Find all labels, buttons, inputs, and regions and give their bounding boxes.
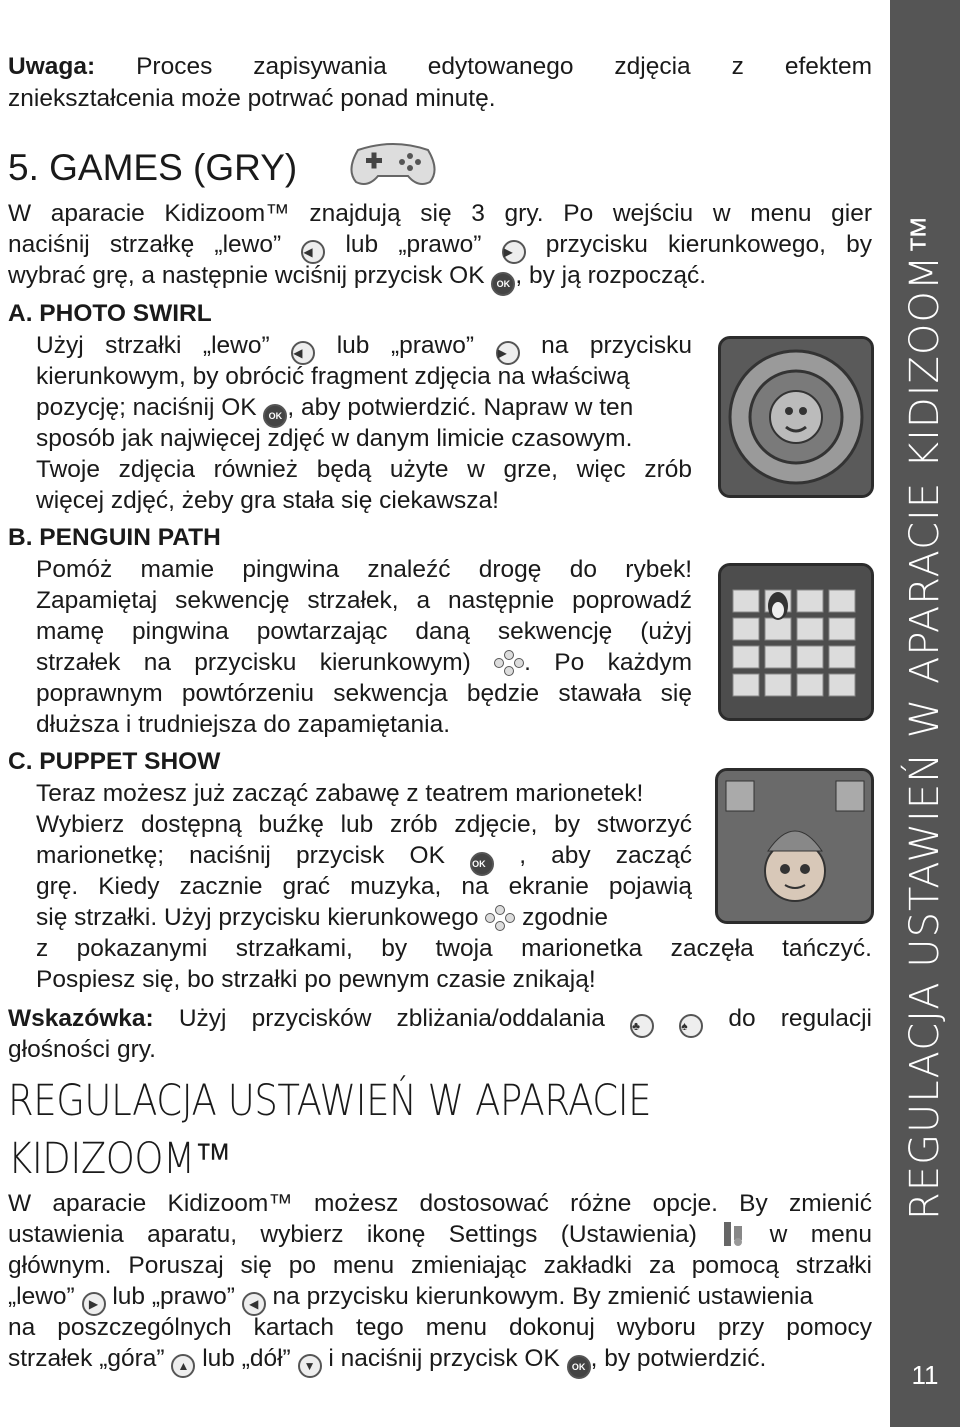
tip-line-1: Wskazówka: Użyj przycisków zbliżania/oddalania ♣ ♠ do regulacji <box>8 1003 872 1038</box>
penguin-path-line-6: dłuższa i trudniejsza do zapamiętania. <box>36 711 451 738</box>
note-line-2: zniekształcenia może potrwać ponad minutę. <box>8 85 496 112</box>
settings-line-4: „lewo” ▶ lub „prawo” ◀ na przycisku kierunkowym. By zmienić ustawienia <box>8 1281 813 1316</box>
zoom-in-icon: ♣ <box>630 1014 654 1038</box>
ok-button-icon: OK <box>491 272 515 296</box>
photo-swirl-line-6: więcej zdjęć, żeby gra stała się ciekawsza! <box>36 487 499 514</box>
settings-heading-line-2: KIDIZOOM™ <box>8 1134 232 1184</box>
gamepad-icon <box>348 140 438 188</box>
puppet-show-line-5: się strzałki. Użyj przycisku kierunkowego zgodnie <box>36 904 608 931</box>
note-label: Uwaga: <box>8 53 96 80</box>
puppet-show-line-4: grę. Kiedy zacznie grać muzyka, na ekranie pojawią <box>36 873 692 900</box>
sidebar-title: REGULACJA USTAWIEŃ W APARACIE KIDIZOOM™ <box>902 213 948 1220</box>
settings-line-3: głównym. Poruszaj się po menu zmieniając zakładki za pomocą strzałki <box>8 1252 872 1279</box>
right-arrow-icon: ▶ <box>82 1292 106 1316</box>
left-arrow-icon: ◀ <box>301 240 325 264</box>
puppet-show-line-2: Wybierz dostępną buźkę lub zrób zdjęcie, by stworzyć <box>36 811 692 838</box>
puppet-show-line-6: z pokazanymi strzałkami, by twoja marionetka zaczęła tańczyć. <box>36 935 872 962</box>
zoom-out-icon: ♠ <box>679 1014 703 1038</box>
right-arrow-icon: ▶ <box>502 240 526 264</box>
settings-line-1: W aparacie Kidizoom™ możesz dostosować różne opcje. By zmienić <box>8 1190 872 1217</box>
settings-heading-line-1: REGULACJA USTAWIEŃ W APARACIE <box>8 1076 652 1126</box>
left-arrow-icon: ◀ <box>242 1292 266 1316</box>
penguin-path-screenshot <box>718 563 874 721</box>
right-arrow-icon: ▶ <box>496 341 520 365</box>
settings-line-5: na poszczególnych kartach tego menu dokonuj wyboru przy pomocy <box>8 1314 872 1341</box>
left-arrow-icon: ◀ <box>291 341 315 365</box>
photo-swirl-line-5: Twoje zdjęcia również będą użyte w grze, więc zrób <box>36 456 692 483</box>
penguin-path-line-5: poprawnym powtórzeniu sekwencja będzie stawała się <box>36 680 692 707</box>
settings-line-6: strzałek „góra” ▲ lub „dół” ▼ i naciśnij przycisk OK OK , by potwierdzić. <box>8 1343 766 1379</box>
photo-swirl-screenshot <box>718 336 874 498</box>
note-text-1: Proces zapisywania edytowanego zdjęcia z efektem <box>136 53 872 80</box>
up-arrow-icon: ▲ <box>171 1354 195 1378</box>
tip-label: Wskazówka: <box>8 1005 154 1032</box>
photo-swirl-line-3: pozycję; naciśnij OK OK , aby potwierdzić. Napraw w ten <box>36 392 633 428</box>
penguin-path-line-4: strzałek na przycisku kierunkowym) . Po każdym <box>36 649 692 676</box>
ok-button-icon: OK <box>470 852 494 876</box>
photo-swirl-line-2: kierunkowym, by obrócić fragment zdjęcia na właściwą <box>36 363 630 390</box>
note-line-1 <box>8 51 872 82</box>
puppet-show-line-1: Teraz możesz już zacząć zabawę z teatrem marionetek! <box>36 780 644 807</box>
photo-swirl-line-1: Użyj strzałki „lewo” ◀ lub „prawo” ▶ na przycisku <box>36 330 692 365</box>
page-number: 11 <box>911 1360 939 1390</box>
games-intro-1: W aparacie Kidizoom™ znajdują się 3 gry. Po wejściu w menu gier <box>8 200 872 227</box>
penguin-path-heading: B. PENGUIN PATH <box>8 524 221 551</box>
games-intro-2: naciśnij strzałkę „lewo” ◀ lub „prawo” ▶ przycisku kierunkowego, by <box>8 229 872 264</box>
photo-swirl-heading: A. PHOTO SWIRL <box>8 300 212 327</box>
settings-icon <box>720 1220 746 1248</box>
games-intro-3: wybrać grę, a następnie wciśnij przycisk OK OK , by ją rozpocząć. <box>8 260 706 296</box>
ok-button-icon: OK <box>567 1355 591 1379</box>
penguin-path-line-3: mamę pingwina powtarzając daną sekwencję (użyj <box>36 618 692 645</box>
puppet-show-line-7: Pospiesz się, bo strzałki po pewnym czasie znikają! <box>36 966 596 993</box>
photo-swirl-line-4: sposób jak najwięcej zdjęć w danym limicie czasowym. <box>36 425 633 452</box>
directional-pad-icon <box>494 650 524 676</box>
penguin-path-line-2: Zapamiętaj sekwencję strzałek, a następnie poprowadź <box>36 587 692 614</box>
settings-line-2: ustawienia aparatu, wybierz ikonę Settings (Ustawienia) w menu <box>8 1221 872 1248</box>
ok-button-icon: OK <box>263 404 287 428</box>
tip-line-2: głośności gry. <box>8 1036 156 1063</box>
puppet-show-screenshot <box>715 768 874 924</box>
games-heading: 5. GAMES (GRY) <box>8 147 298 188</box>
penguin-path-line-1: Pomóż mamie pingwina znaleźć drogę do rybek! <box>36 556 692 583</box>
puppet-show-heading: C. PUPPET SHOW <box>8 748 221 775</box>
directional-pad-icon <box>485 905 515 931</box>
puppet-show-line-3: marionetkę; naciśnij przycisk OK OK , aby zacząć <box>36 840 692 876</box>
down-arrow-icon: ▼ <box>298 1354 322 1378</box>
